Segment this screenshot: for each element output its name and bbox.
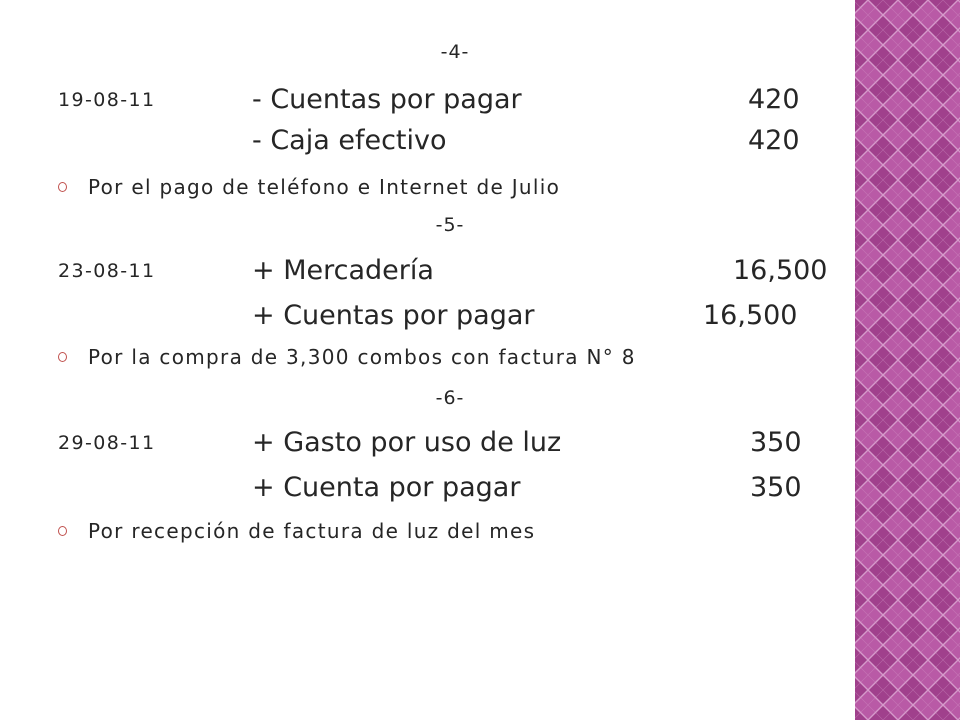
entry-number: -4-: [440, 41, 470, 63]
amount: 350: [750, 427, 802, 458]
entry-note: Por la compra de 3,300 combos con factura N° 8: [88, 345, 636, 369]
entry-number: -6-: [435, 387, 465, 409]
entry-date: 29-08-11: [58, 432, 156, 454]
account-line: - Caja efectivo: [252, 125, 447, 156]
account-line: + Cuenta por pagar: [252, 472, 521, 503]
amount: 350: [750, 472, 802, 503]
entry-number: -5-: [435, 214, 465, 236]
account-line: + Gasto por uso de luz: [252, 427, 562, 458]
decorative-stripe: [855, 0, 960, 720]
entry-note: Por recepción de factura de luz del mes: [88, 519, 536, 543]
entry-note: Por el pago de teléfono e Internet de Julio: [88, 175, 561, 199]
entry-date: 23-08-11: [58, 260, 156, 282]
amount: 420: [748, 84, 800, 115]
account-line: + Cuentas por pagar: [252, 300, 535, 331]
diamond-pattern: [855, 0, 960, 720]
amount: 16,500: [733, 255, 828, 286]
amount: 16,500: [703, 300, 798, 331]
bullet-icon: [58, 182, 67, 192]
stripe-fill: [855, 0, 960, 720]
bullet-icon: [58, 352, 67, 362]
entry-date: 19-08-11: [58, 89, 156, 111]
account-line: + Mercadería: [252, 255, 434, 286]
amount: 420: [748, 125, 800, 156]
account-line: - Cuentas por pagar: [252, 84, 522, 115]
bullet-icon: [58, 526, 67, 536]
